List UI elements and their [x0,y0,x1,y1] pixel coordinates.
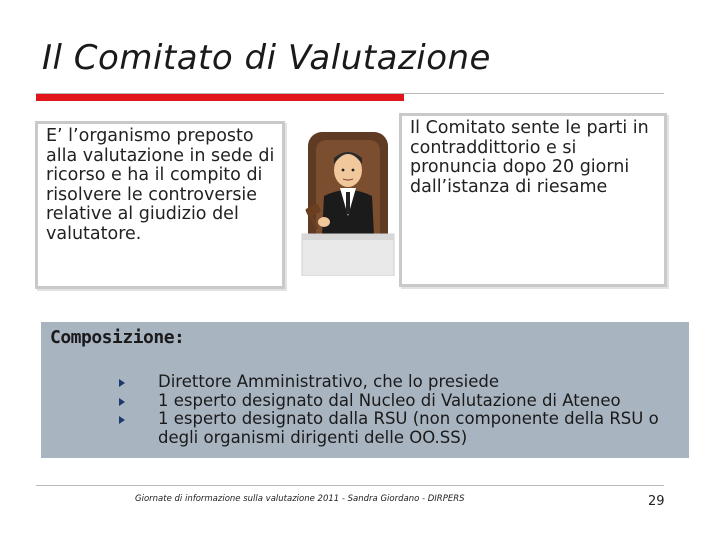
arrow-bullet-icon [119,398,125,406]
composition-list [119,373,678,447]
composition-panel [41,322,689,458]
title-accent-bar [36,94,404,101]
footer-caption: Giornate di informazione sulla valutazione 2011 - Sandra Giordano - DIRPERS [135,494,465,504]
judge-illustration [298,126,398,276]
procedure-text: Il Comitato sente le parti in contraddittorio e si pronuncia dopo 20 giorni dall’istanza di riesame [410,118,649,197]
definition-text: E’ l’organismo preposto alla valutazione in sede di ricorso e ha il compito di risolvere le controversie relative al giudizio del valutatore. [46,126,275,244]
list-item [119,410,678,447]
procedure-box [399,113,667,287]
footer-divider [36,485,664,486]
arrow-bullet-icon [119,416,125,424]
list-item [119,373,678,392]
definition-box [35,121,285,289]
arrow-bullet-icon [119,379,125,387]
list-item-text: 1 esperto designato dalla RSU (non componente della RSU o degli organismi dirigenti delle OO.SS) [158,409,659,447]
composition-heading: Composizione: [50,327,185,348]
slide-title: Il Comitato di Valutazione [42,38,491,78]
list-item [119,392,678,411]
list-item-text: 1 esperto designato dal Nucleo di Valutazione di Ateneo [158,390,621,410]
list-item-text: Direttore Amministrativo, che lo presiede [158,372,499,391]
page-number: 29 [648,494,665,509]
